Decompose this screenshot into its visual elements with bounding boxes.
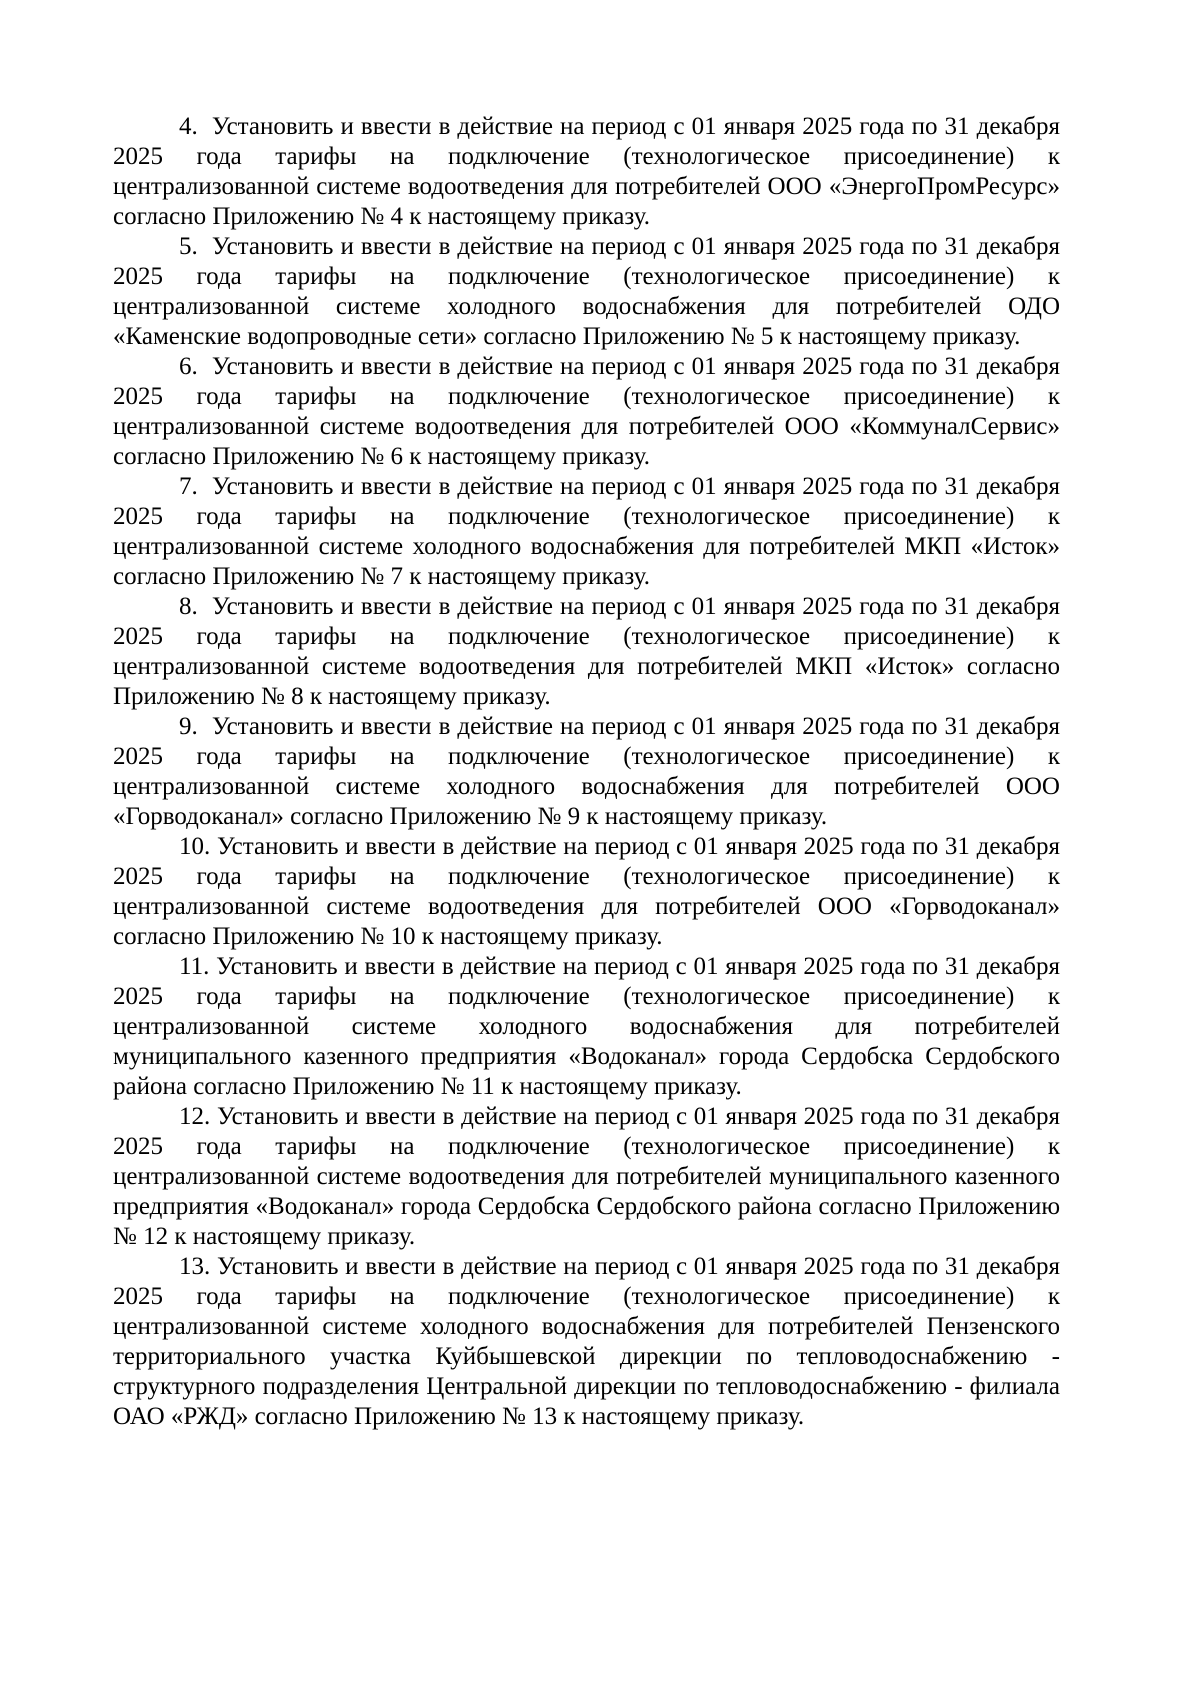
- paragraph-text: Установить и ввести в действие на период с 01 января 2025 года по 31 декабря 2025 года тарифы на подключение (технологическое присоединение) к централизованной системе холодного водоснабжения для потребителей МКП «Исток» согласно Приложению № 7 к настоящему приказу.: [113, 473, 1060, 590]
- paragraph-5: [113, 232, 1060, 352]
- paragraph-text: Установить и ввести в действие на период с 01 января 2025 года по 31 декабря 2025 года тарифы на подключение (технологическое присоединение) к централизованной системе холодного водоснабжения для потребителей Пензенского территориального участка Куйбышевской дирекции по тепловодоснабжению - структурного подразделения Центральной дирекции по тепловодоснабжению - филиала ОАО «РЖД» согласно Приложению № 13 к настоящему приказу.: [113, 1253, 1061, 1430]
- paragraph-number: 13.: [179, 1253, 211, 1280]
- paragraph-7: [113, 472, 1060, 592]
- paragraph-text: Установить и ввести в действие на период с 01 января 2025 года по 31 декабря 2025 года тарифы на подключение (технологическое присоединение) к централизованной системе водоотведения для потребителей муниципального казенного предприятия «Водоканал» города Сердобска Сердобского района согласно Приложению № 12 к настоящему приказу.: [113, 1103, 1061, 1250]
- paragraph-12: [113, 1102, 1060, 1252]
- paragraph-6: [113, 352, 1060, 472]
- paragraph-number: 5.: [179, 233, 198, 260]
- paragraph-11: [113, 952, 1060, 1102]
- paragraph-4: [113, 112, 1060, 232]
- paragraph-number: 11.: [179, 953, 210, 980]
- paragraph-number: 7.: [179, 473, 198, 500]
- paragraph-13: [113, 1252, 1060, 1432]
- paragraph-text: Установить и ввести в действие на период с 01 января 2025 года по 31 декабря 2025 года тарифы на подключение (технологическое присоединение) к централизованной системе водоотведения для потребителей МКП «Исток» согласно Приложению № 8 к настоящему приказу.: [113, 593, 1060, 710]
- paragraph-number: 12.: [179, 1103, 211, 1130]
- document-body: [113, 112, 1060, 1432]
- paragraph-text: Установить и ввести в действие на период с 01 января 2025 года по 31 декабря 2025 года тарифы на подключение (технологическое присоединение) к централизованной системе водоотведения для потребителей ООО «Горводоканал» согласно Приложению № 10 к настоящему приказу.: [113, 833, 1061, 950]
- paragraph-number: 6.: [179, 353, 198, 380]
- paragraph-number: 9.: [179, 713, 198, 740]
- paragraph-text: Установить и ввести в действие на период с 01 января 2025 года по 31 декабря 2025 года тарифы на подключение (технологическое присоединение) к централизованной системе холодного водоснабжения для потребителей ОДО «Каменские водопроводные сети» согласно Приложению № 5 к настоящему приказу.: [113, 233, 1060, 350]
- paragraph-text: Установить и ввести в действие на период с 01 января 2025 года по 31 декабря 2025 года тарифы на подключение (технологическое присоединение) к централизованной системе водоотведения для потребителей ООО «КоммуналСервис» согласно Приложению № 6 к настоящему приказу.: [113, 353, 1060, 470]
- paragraph-8: [113, 592, 1060, 712]
- paragraph-number: 8.: [179, 593, 198, 620]
- paragraph-text: Установить и ввести в действие на период с 01 января 2025 года по 31 декабря 2025 года тарифы на подключение (технологическое присоединение) к централизованной системе водоотведения для потребителей ООО «ЭнергоПромРесурс» согласно Приложению № 4 к настоящему приказу.: [113, 113, 1060, 230]
- paragraph-text: Установить и ввести в действие на период с 01 января 2025 года по 31 декабря 2025 года тарифы на подключение (технологическое присоединение) к централизованной системе холодного водоснабжения для потребителей ООО «Горводоканал» согласно Приложению № 9 к настоящему приказу.: [113, 713, 1060, 830]
- paragraph-number: 4.: [179, 113, 198, 140]
- paragraph-10: [113, 832, 1060, 952]
- paragraph-text: Установить и ввести в действие на период с 01 января 2025 года по 31 декабря 2025 года тарифы на подключение (технологическое присоединение) к централизованной системе холодного водоснабжения для потребителей муниципального казенного предприятия «Водоканал» города Сердобска Сердобского района согласно Приложению № 11 к настоящему приказу.: [113, 953, 1061, 1100]
- paragraph-number: 10.: [179, 833, 211, 860]
- paragraph-9: [113, 712, 1060, 832]
